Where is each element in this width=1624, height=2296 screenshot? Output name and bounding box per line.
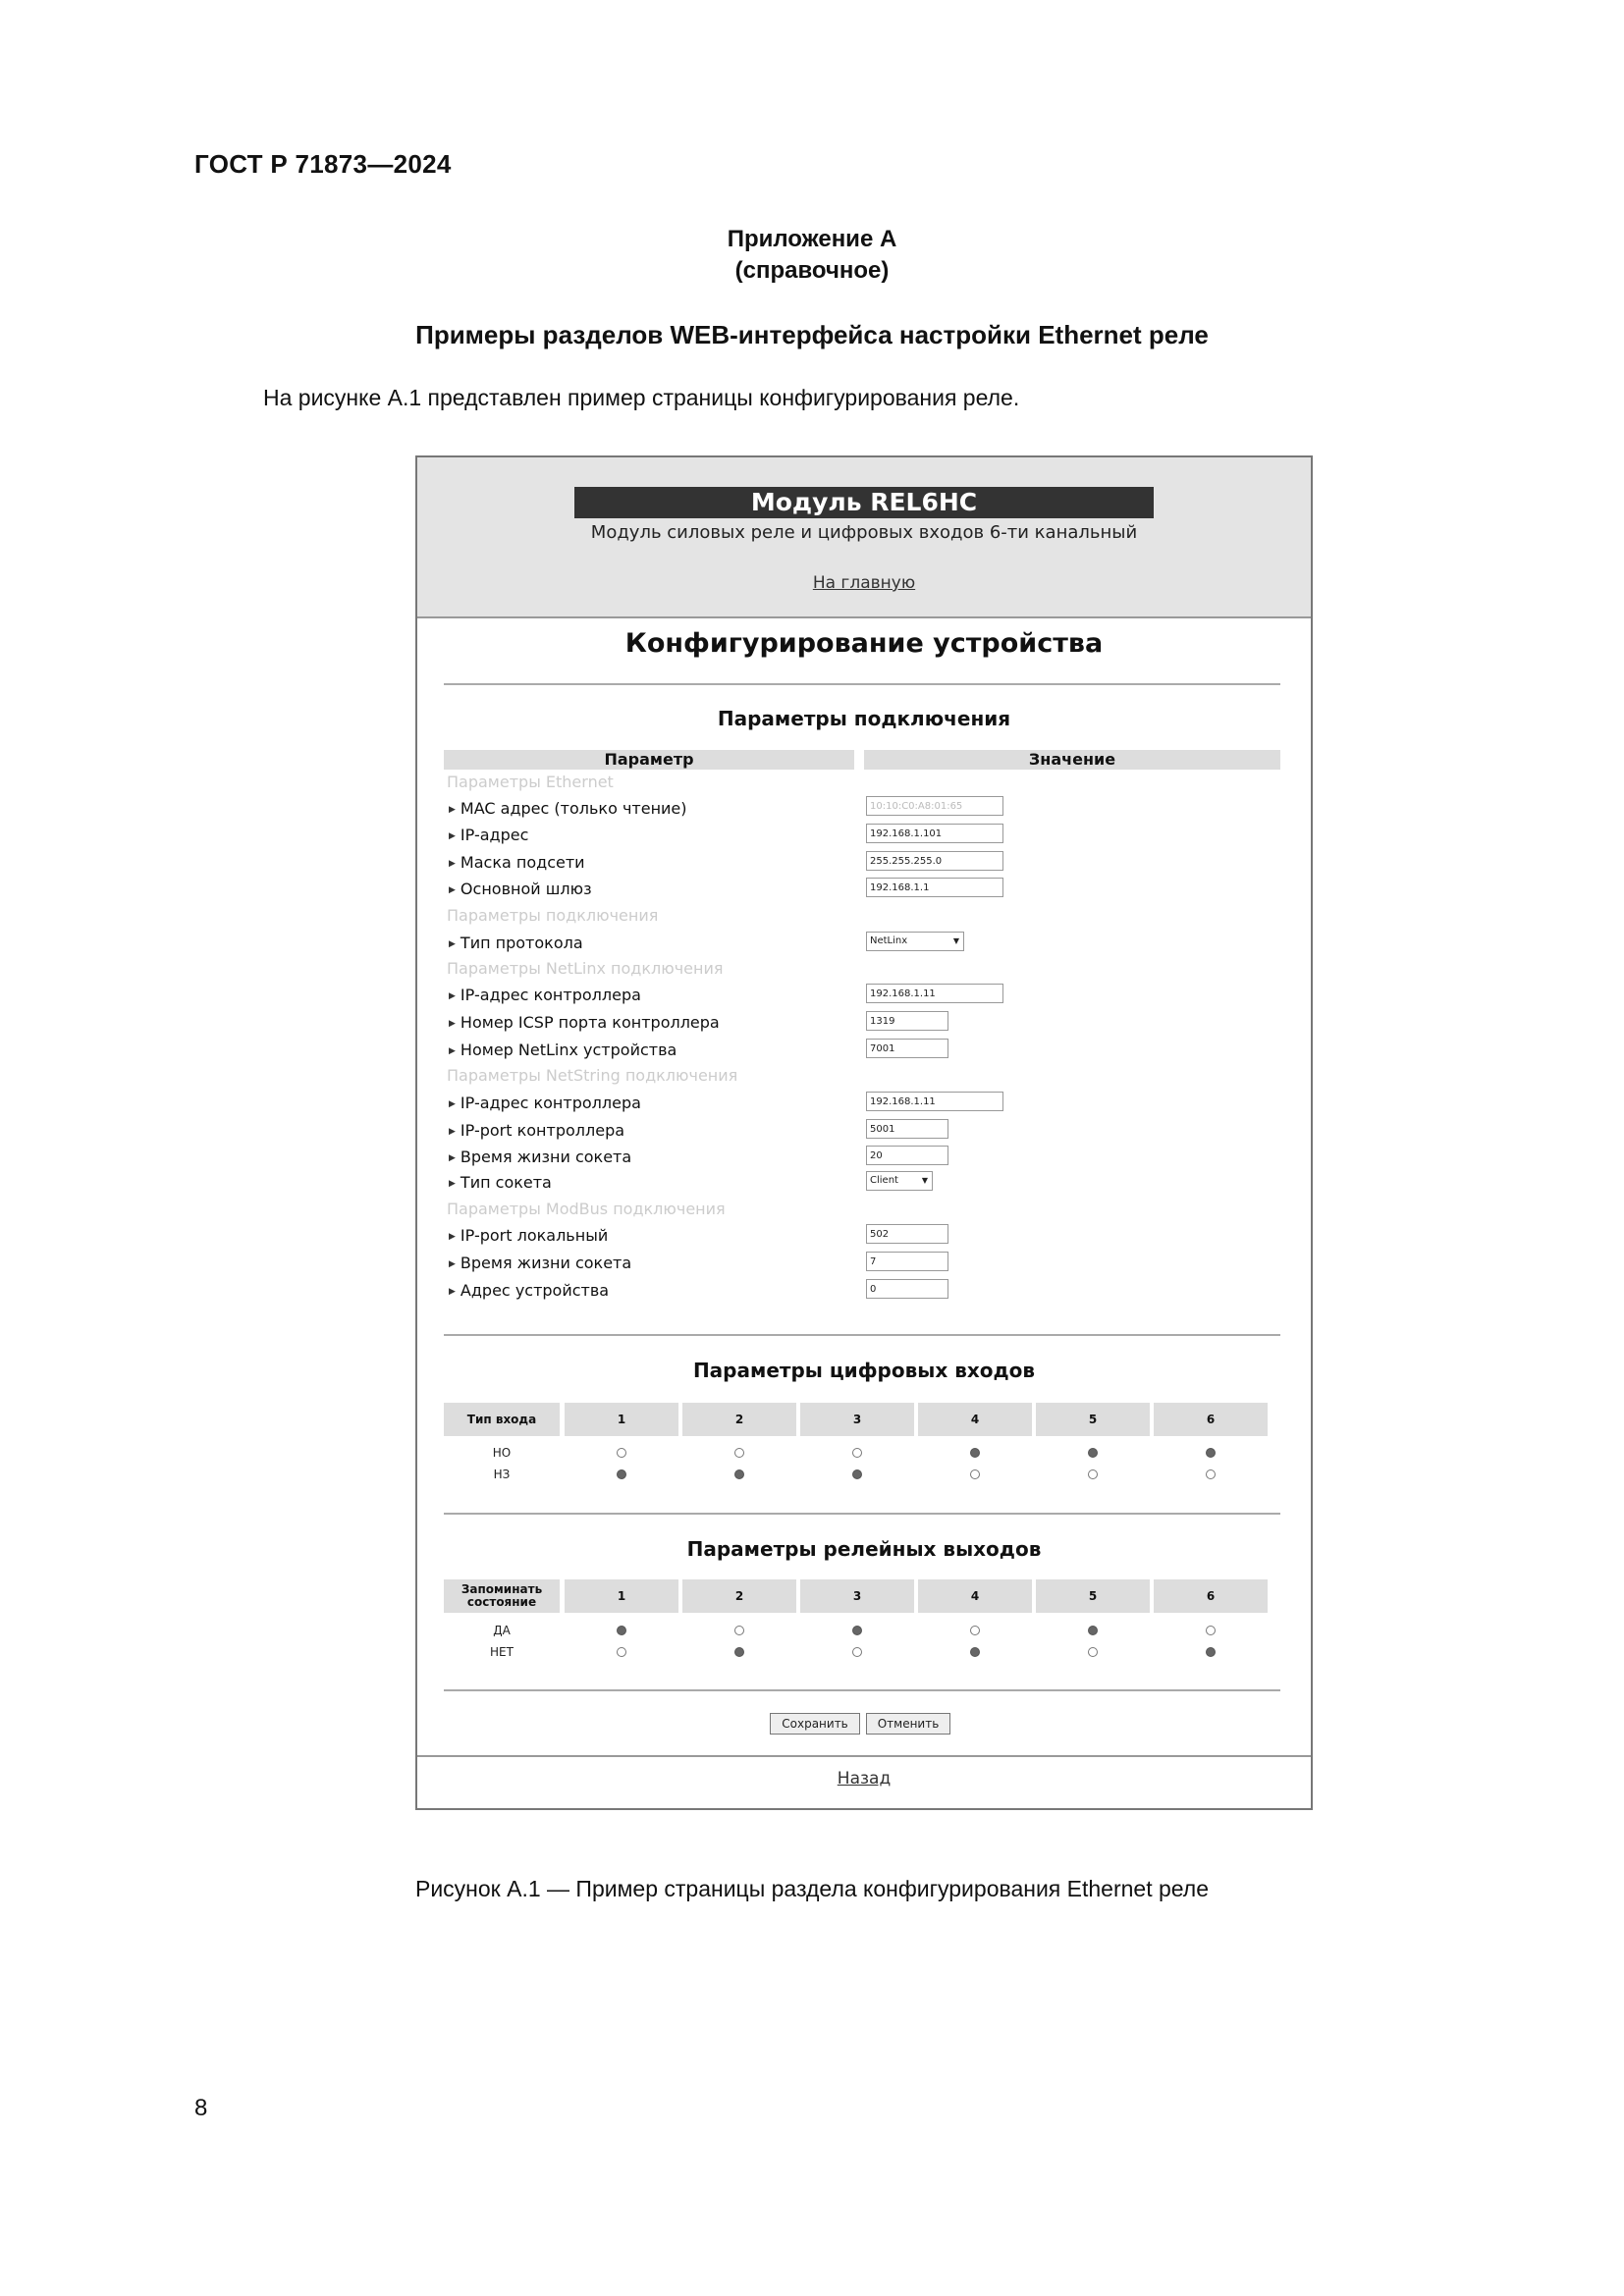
inputs-radio[interactable] bbox=[734, 1469, 744, 1479]
home-link[interactable]: На главную bbox=[812, 573, 916, 593]
modbus-address-field[interactable]: 0 bbox=[866, 1279, 948, 1299]
group-netstring: Параметры NetString подключения bbox=[447, 1066, 738, 1085]
document-code: ГОСТ Р 71873—2024 bbox=[194, 149, 452, 179]
outputs-channel-header: 6 bbox=[1154, 1579, 1268, 1613]
modbus-address-label: ▶ Адрес устройства bbox=[449, 1281, 609, 1300]
group-modbus: Параметры ModBus подключения bbox=[447, 1200, 726, 1218]
gateway-field[interactable]: 192.168.1.1 bbox=[866, 878, 1003, 897]
outputs-radio[interactable] bbox=[970, 1626, 980, 1635]
netstring-port-label: ▶ IP-port контроллера bbox=[449, 1121, 624, 1140]
mask-label: ▶ Маска подсети bbox=[449, 853, 585, 872]
divider bbox=[444, 683, 1280, 685]
chevron-down-icon: ▼ bbox=[921, 1176, 928, 1185]
outputs-radio[interactable] bbox=[970, 1647, 980, 1657]
outputs-title: Параметры релейных выходов bbox=[686, 1537, 1042, 1561]
inputs-radio[interactable] bbox=[617, 1448, 626, 1458]
inputs-radio[interactable] bbox=[970, 1469, 980, 1479]
outputs-channel-header: 3 bbox=[800, 1579, 914, 1613]
inputs-channel-header: 4 bbox=[918, 1403, 1032, 1436]
back-link[interactable]: Назад bbox=[837, 1769, 892, 1789]
outputs-radio[interactable] bbox=[1088, 1626, 1098, 1635]
netlinx-ip-label: ▶ IP-адрес контроллера bbox=[449, 986, 641, 1004]
protocol-label: ▶ Тип протокола bbox=[449, 934, 583, 952]
outputs-row-label: НЕТ bbox=[490, 1645, 514, 1659]
inputs-channel-header: 5 bbox=[1036, 1403, 1150, 1436]
save-button[interactable]: Сохранить bbox=[770, 1713, 860, 1735]
modbus-port-field[interactable]: 502 bbox=[866, 1224, 948, 1244]
divider bbox=[444, 1689, 1280, 1691]
inputs-title: Параметры цифровых входов bbox=[692, 1359, 1036, 1382]
socket-type-value: Client bbox=[870, 1175, 898, 1186]
value-column-header: Значение bbox=[864, 750, 1280, 770]
socket-type-select[interactable] bbox=[866, 1171, 933, 1191]
group-ethernet: Параметры Ethernet bbox=[447, 773, 614, 791]
netlinx-icsp-label: ▶ Номер ICSP порта контроллера bbox=[449, 1013, 720, 1032]
figure-footer-divider bbox=[417, 1755, 1311, 1757]
inputs-radio[interactable] bbox=[1088, 1448, 1098, 1458]
inputs-radio[interactable] bbox=[734, 1448, 744, 1458]
inputs-radio[interactable] bbox=[1206, 1448, 1216, 1458]
intro-paragraph: На рисунке А.1 представлен пример страницы конфигурирования реле. bbox=[263, 385, 1020, 410]
netlinx-device-label: ▶ Номер NetLinx устройства bbox=[449, 1041, 677, 1059]
cancel-button[interactable]: Отменить bbox=[866, 1713, 950, 1735]
netstring-ip-label: ▶ IP-адрес контроллера bbox=[449, 1094, 641, 1112]
inputs-row-label: НЗ bbox=[493, 1468, 511, 1481]
outputs-radio[interactable] bbox=[1206, 1626, 1216, 1635]
netlinx-icsp-field[interactable]: 1319 bbox=[866, 1011, 948, 1031]
connection-title: Параметры подключения bbox=[717, 707, 1011, 730]
outputs-channel-header: 4 bbox=[918, 1579, 1032, 1613]
outputs-radio[interactable] bbox=[852, 1647, 862, 1657]
outputs-radio[interactable] bbox=[617, 1647, 626, 1657]
netstring-port-field[interactable]: 5001 bbox=[866, 1119, 948, 1139]
chevron-down-icon: ▼ bbox=[952, 936, 959, 945]
figure-caption: Рисунок А.1 — Пример страницы раздела конфигурирования Ethernet реле bbox=[414, 1876, 1210, 1901]
inputs-radio[interactable] bbox=[1088, 1469, 1098, 1479]
outputs-radio[interactable] bbox=[852, 1626, 862, 1635]
inputs-channel-header: 1 bbox=[565, 1403, 678, 1436]
modbus-ttl-field[interactable]: 7 bbox=[866, 1252, 948, 1271]
outputs-radio[interactable] bbox=[617, 1626, 626, 1635]
inputs-radio[interactable] bbox=[852, 1448, 862, 1458]
group-netlinx: Параметры NetLinx подключения bbox=[447, 959, 724, 978]
ip-field[interactable]: 192.168.1.101 bbox=[866, 824, 1003, 843]
outputs-row-label: ДА bbox=[493, 1624, 511, 1637]
mask-field[interactable]: 255.255.255.0 bbox=[866, 851, 1003, 871]
inputs-row-label: НО bbox=[492, 1446, 512, 1460]
socket-type-label: ▶ Тип сокета bbox=[449, 1173, 552, 1192]
group-connection: Параметры подключения bbox=[447, 906, 659, 925]
inputs-radio[interactable] bbox=[970, 1448, 980, 1458]
netlinx-device-field[interactable]: 7001 bbox=[866, 1039, 948, 1058]
module-banner: Модуль REL6HC bbox=[574, 487, 1154, 518]
mac-label: ▶ MAC адрес (только чтение) bbox=[449, 799, 687, 818]
protocol-select[interactable] bbox=[866, 932, 964, 951]
inputs-channel-header: 6 bbox=[1154, 1403, 1268, 1436]
figure-header bbox=[417, 457, 1311, 618]
config-title: Конфигурирование устройства bbox=[624, 628, 1104, 659]
outputs-grid-head-label: Запоминать состояние bbox=[444, 1579, 560, 1613]
inputs-radio[interactable] bbox=[852, 1469, 862, 1479]
netstring-ttl-label: ▶ Время жизни сокета bbox=[449, 1148, 631, 1166]
inputs-channel-header: 2 bbox=[682, 1403, 796, 1436]
netstring-ip-field[interactable]: 192.168.1.11 bbox=[866, 1092, 1003, 1111]
inputs-channel-header: 3 bbox=[800, 1403, 914, 1436]
modbus-ttl-label: ▶ Время жизни сокета bbox=[449, 1254, 631, 1272]
divider bbox=[444, 1513, 1280, 1515]
outputs-radio[interactable] bbox=[1088, 1647, 1098, 1657]
netstring-ttl-field[interactable]: 20 bbox=[866, 1146, 948, 1165]
outputs-channel-header: 1 bbox=[565, 1579, 678, 1613]
divider bbox=[444, 1334, 1280, 1336]
protocol-value: NetLinx bbox=[870, 935, 908, 946]
figure-screenshot bbox=[415, 455, 1313, 1810]
ip-label: ▶ IP-адрес bbox=[449, 826, 528, 844]
page-number: 8 bbox=[194, 2095, 208, 2121]
outputs-radio[interactable] bbox=[734, 1647, 744, 1657]
inputs-radio[interactable] bbox=[1206, 1469, 1216, 1479]
outputs-channel-header: 5 bbox=[1036, 1579, 1150, 1613]
netlinx-ip-field[interactable]: 192.168.1.11 bbox=[866, 984, 1003, 1003]
module-subtitle: Модуль силовых реле и цифровых входов 6-ти канальный bbox=[590, 522, 1138, 543]
appendix-title: Приложение А bbox=[727, 226, 897, 252]
gateway-label: ▶ Основной шлюз bbox=[449, 880, 592, 898]
outputs-radio[interactable] bbox=[1206, 1647, 1216, 1657]
appendix-type: (справочное) bbox=[734, 257, 890, 284]
modbus-port-label: ▶ IP-port локальный bbox=[449, 1226, 608, 1245]
param-column-header: Параметр bbox=[444, 750, 854, 770]
inputs-radio[interactable] bbox=[617, 1469, 626, 1479]
section-title: Примеры разделов WEB-интерфейса настройки Ethernet реле bbox=[415, 320, 1209, 349]
outputs-channel-header: 2 bbox=[682, 1579, 796, 1613]
inputs-grid-head-label: Тип входа bbox=[444, 1403, 560, 1436]
mac-field: 10:10:C0:A8:01:65 bbox=[866, 796, 1003, 816]
outputs-radio[interactable] bbox=[734, 1626, 744, 1635]
